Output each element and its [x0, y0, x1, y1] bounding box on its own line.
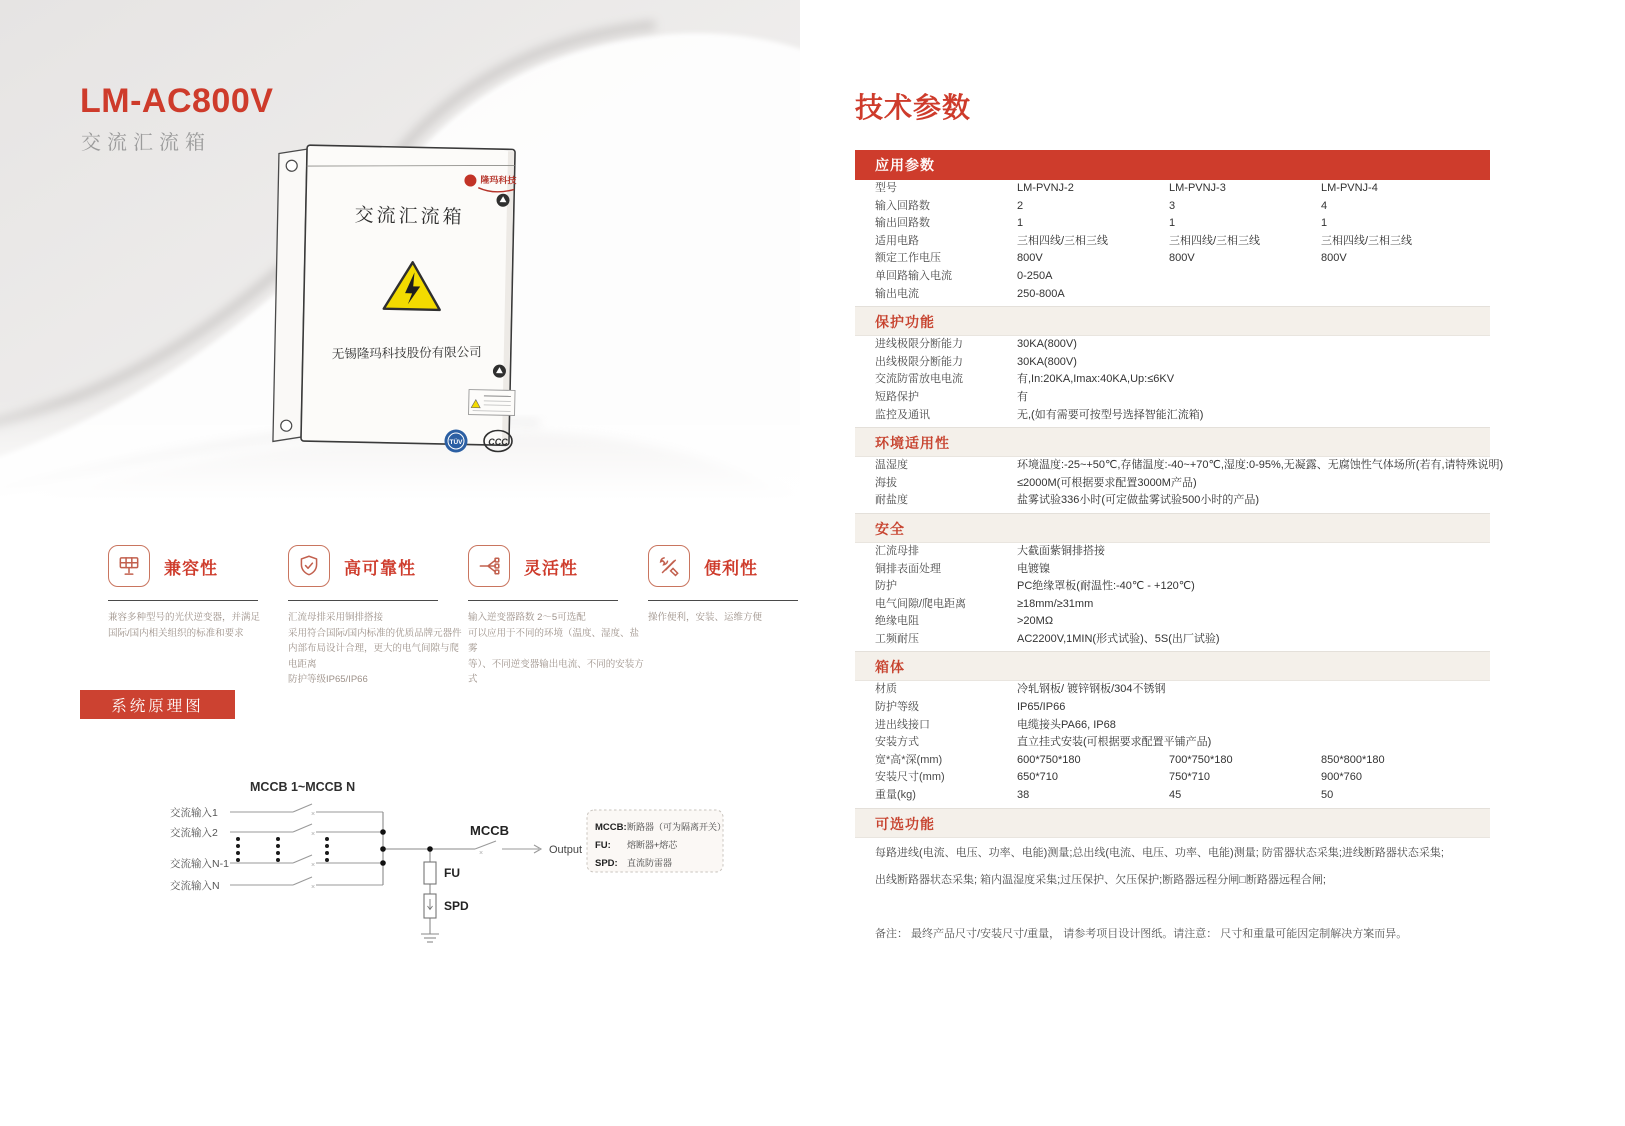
table-row [855, 492, 1490, 510]
row-value: 800V [1169, 252, 1195, 265]
row-label: 防护 [875, 580, 897, 593]
table-row [855, 268, 1490, 286]
row-value: 有 [1017, 390, 1028, 403]
table-row [855, 596, 1490, 614]
row-label: 汇流母排 [875, 544, 919, 557]
row-value: 电镀镍 [1017, 562, 1050, 575]
svg-text:×: × [311, 862, 316, 869]
row-label: 单回路输入电流 [875, 269, 952, 282]
svg-text:直流防雷器: 直流防雷器 [627, 858, 673, 868]
table-section-header: 保护功能 [855, 306, 1490, 336]
row-label: 耐盐度 [875, 494, 908, 507]
row-label: 出线极限分断能力 [875, 355, 963, 368]
svg-text:×: × [311, 884, 316, 891]
input-label: 交流输入N-1 [170, 858, 229, 870]
row-label: 温湿度 [875, 459, 908, 472]
table-section [855, 306, 1490, 427]
svg-text:熔断器+熔芯: 熔断器+熔芯 [627, 840, 678, 850]
input-label: 交流输入2 [170, 827, 218, 839]
feature-card [108, 545, 288, 688]
feature-title: 兼容性 [164, 558, 218, 578]
feature-title: 高可靠性 [344, 558, 416, 578]
row-value: 3 [1169, 199, 1176, 212]
svg-text:FU:: FU: [595, 840, 611, 851]
row-label: 海拔 [875, 476, 897, 489]
table-row [855, 717, 1490, 735]
row-value: 三相四线/三相三线 [1321, 234, 1413, 247]
table-row [855, 752, 1490, 770]
row-value: 大截面紫铜排搭接 [1017, 544, 1105, 557]
row-value: 850*800*180 [1321, 753, 1385, 766]
row-value: LM-PVNJ-2 [1017, 182, 1074, 194]
input-label: 交流输入1 [170, 807, 218, 819]
feature-card [288, 545, 468, 688]
feature-description: 兼容多种型号的光伏逆变器，并满足 国际/国内相关组织的标准和要求 [108, 612, 261, 639]
row-value: >20MΩ [1017, 615, 1054, 628]
row-label: 交流防雷放电电流 [875, 373, 963, 386]
row-label: 宽*高*深(mm) [875, 753, 943, 766]
table-row [855, 561, 1490, 579]
table-row [855, 769, 1490, 787]
svg-text:×: × [479, 850, 484, 857]
feature-description: 输入逆变器路数 2～5可选配 可以应用于不同的环境（温度、湿度、盐雾 等）、不同逆变器输出电流、不同的安装方式 [468, 612, 644, 685]
row-value: 800V [1017, 252, 1043, 265]
product-box-image [262, 136, 532, 458]
row-value: 0-250A [1017, 269, 1053, 282]
row-value: 250-800A [1017, 287, 1065, 300]
input-line [230, 877, 383, 885]
table-section [855, 427, 1504, 513]
features [108, 545, 828, 688]
row-value: 电缆接头PA66, IP68 [1017, 718, 1116, 731]
feature-card [648, 545, 828, 688]
row-value: 无,(如有需要可按型号选择智能汇流箱) [1017, 408, 1204, 421]
input-line [230, 855, 383, 863]
row-label: 工频耐压 [875, 632, 919, 645]
table-section-header: 应用参数 [855, 150, 1490, 180]
diagram-legend [587, 810, 726, 872]
page-title: 技术参数 [855, 92, 972, 123]
row-value: 盐雾试验336小时(可定做盐雾试验500小时的产品) [1017, 494, 1260, 507]
svg-text:×: × [311, 811, 316, 818]
shield-icon [288, 545, 330, 587]
row-label: 监控及通讯 [875, 408, 930, 421]
row-value: 700*750*180 [1169, 753, 1233, 766]
row-value: 45 [1169, 789, 1182, 802]
table-row [855, 681, 1490, 699]
table-section [855, 808, 1490, 895]
table-row [855, 787, 1490, 805]
table-row [855, 475, 1490, 493]
row-label: 输出回路数 [875, 217, 930, 230]
svg-text:SPD:: SPD: [595, 858, 618, 869]
table-row [855, 631, 1490, 649]
svg-text:CCC: CCC [488, 437, 508, 447]
system-diagram [150, 738, 730, 953]
table-row [855, 198, 1490, 216]
row-value: 环境温度:-25~+50℃,存储温度:-40~+70℃,湿度:0-95%,无凝露、无腐蚀性气体场所(若有,请特殊说明) [1017, 459, 1504, 472]
feature-title: 灵活性 [524, 558, 578, 578]
svg-text:TÜV: TÜV [449, 439, 463, 446]
divider [468, 600, 618, 601]
row-label: 重量(kg) [875, 789, 916, 802]
product-subtitle: 交流汇流箱 [81, 132, 211, 154]
row-value: 800V [1321, 252, 1347, 265]
feature-description: 操作便利，安装、运维方便 [648, 612, 763, 623]
table-row [855, 734, 1490, 752]
section-paragraph: 每路进线(电流、电压、功率、电能)测量;总出线(电流、电压、功率、电能)测量; 防雷器状态采集;进线断路器状态采集; [875, 846, 1444, 859]
row-value: 38 [1017, 789, 1030, 802]
fuse-symbol [424, 862, 436, 884]
fu-label: FU [444, 866, 460, 880]
row-label: 型号 [875, 182, 897, 194]
tools-icon [648, 545, 690, 587]
row-label: 短路保护 [875, 390, 919, 403]
row-value: 900*760 [1321, 771, 1362, 784]
table-row [855, 336, 1490, 354]
tech-table [855, 150, 1504, 895]
table-row [855, 371, 1490, 389]
section-paragraph: 出线断路器状态采集; 箱内温湿度采集;过压保护、欠压保护;断路器远程分闸□断路器远程合闸; [875, 873, 1326, 886]
solar-panel-icon [108, 545, 150, 587]
row-label: 电气间隙/爬电距离 [875, 597, 967, 610]
feature-title: 便利性 [704, 558, 758, 578]
spd-symbol [424, 894, 436, 918]
row-value: LM-PVNJ-3 [1169, 182, 1226, 194]
table-section-header: 可选功能 [855, 808, 1490, 838]
input-line [230, 824, 383, 832]
row-value: 30KA(800V) [1017, 338, 1077, 351]
row-value: 50 [1321, 789, 1334, 802]
table-row [855, 215, 1490, 233]
row-value: ≥18mm/≥31mm [1017, 597, 1094, 610]
row-label: 适用电路 [875, 234, 919, 247]
row-label: 绝缘电阻 [875, 615, 919, 628]
divider [108, 600, 258, 601]
output-label: Output [549, 844, 583, 856]
row-value: 650*710 [1017, 771, 1058, 784]
table-row [855, 613, 1490, 631]
row-label: 进线极限分断能力 [875, 338, 963, 351]
row-value: 1 [1321, 217, 1328, 230]
row-label: 安装方式 [875, 736, 919, 749]
table-section-header: 环境适用性 [855, 427, 1490, 457]
row-value: 冷轧钢板/ 镀锌钢板/304不锈钢 [1017, 683, 1166, 696]
row-value: 1 [1169, 217, 1176, 230]
row-value: 30KA(800V) [1017, 355, 1077, 368]
ellipsis-dots [236, 837, 329, 862]
row-label: 额定工作电压 [875, 252, 941, 265]
table-row [855, 578, 1490, 596]
row-value: IP65/IP66 [1017, 701, 1066, 714]
row-label: 铜排表面处理 [875, 562, 941, 575]
table-row [855, 250, 1490, 268]
warning-label [469, 390, 516, 416]
branch-icon [468, 545, 510, 587]
ground-symbol [421, 934, 439, 942]
input-line [230, 804, 383, 812]
spd-label: SPD [444, 899, 469, 913]
note-text: 备注： 最终产品尺寸/安装尺寸/重量， 请参考项目设计图纸。请注意： 尺寸和重量可能因定制解决方案而异。 [875, 927, 1408, 940]
table-row [855, 457, 1504, 475]
table-row [855, 699, 1490, 717]
table-section [855, 150, 1490, 306]
row-value: PC绝缘罩板(耐温性:-40℃ - +120℃) [1017, 580, 1195, 593]
row-label: 输出电流 [875, 287, 919, 300]
table-row [855, 543, 1490, 561]
row-value: AC2200V,1MIN(形式试验)、5S(出厂试验) [1017, 632, 1220, 645]
table-section [855, 513, 1490, 652]
feature-card [468, 545, 648, 688]
row-label: 材质 [875, 683, 897, 696]
row-label: 防护等级 [875, 701, 919, 714]
divider [648, 600, 798, 601]
mccb-label: MCCB [470, 823, 509, 838]
svg-text:隆玛科技: 隆玛科技 [480, 174, 517, 186]
table-row [855, 180, 1490, 198]
row-label: 进出线接口 [875, 718, 930, 731]
box-company-name: 无锡隆玛科技股份有限公司 [331, 345, 482, 362]
table-row [855, 354, 1490, 372]
input-label: 交流输入N [170, 880, 220, 892]
row-value: LM-PVNJ-4 [1321, 182, 1378, 194]
row-value: 2 [1017, 199, 1024, 212]
diagram-group-label: MCCB 1~MCCB N [250, 780, 356, 794]
row-value: ≤2000M(可根据要求配置3000M产品) [1017, 476, 1197, 489]
product-code: LM-AC800V [80, 82, 274, 120]
row-label: 输入回路数 [875, 199, 930, 212]
row-value: 三相四线/三相三线 [1017, 234, 1109, 247]
row-value: 三相四线/三相三线 [1169, 234, 1261, 247]
tuv-mark [445, 430, 468, 453]
table-section [855, 651, 1490, 807]
system-diagram-badge: 系统原理图 [80, 690, 235, 719]
feature-description: 汇流母排采用铜排搭接 采用符合国际/国内标准的优质品牌元器件 内部布局设计合理，更大的电气间隙与爬电距离 防护等级IP65/IP66 [288, 612, 462, 685]
box-panel-title: 交流汇流箱 [354, 205, 465, 229]
row-value: 直立挂式安装(可根据要求配置平铺产品) [1017, 736, 1212, 749]
table-section-header: 安全 [855, 513, 1490, 543]
row-label: 安装尺寸(mm) [875, 771, 945, 784]
svg-text:MCCB:: MCCB: [595, 822, 627, 833]
table-row [855, 389, 1490, 407]
divider [288, 600, 438, 601]
table-row [855, 233, 1490, 251]
table-row [855, 286, 1490, 304]
row-value: 有,In:20KA,Imax:40KA,Up:≤6KV [1017, 373, 1175, 386]
table-row [855, 407, 1490, 425]
row-value: 1 [1017, 217, 1024, 230]
svg-text:×: × [311, 831, 316, 838]
row-value: 4 [1321, 199, 1328, 212]
svg-text:断路器（可为隔离开关）: 断路器（可为隔离开关） [627, 822, 727, 832]
row-value: 600*750*180 [1017, 753, 1081, 766]
table-section-header: 箱体 [855, 651, 1490, 681]
right-page [855, 86, 1504, 941]
row-value: 750*710 [1169, 771, 1210, 784]
